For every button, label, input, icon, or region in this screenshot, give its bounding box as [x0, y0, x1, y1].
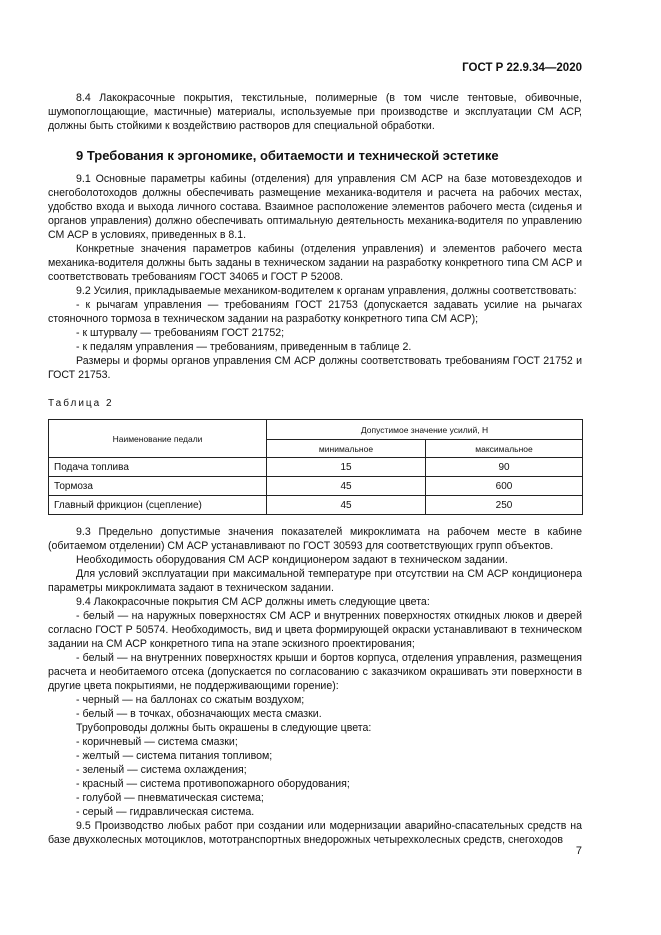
column-header-max: максимальное: [426, 440, 583, 458]
paragraph: Необходимость оборудования СМ АСР кондиционером задают в техническом задании.: [76, 554, 508, 566]
paragraph: 9.5 Производство любых работ при создании или модернизации аварийно-спасательных средств на базе двухколесных мотоциклов, мототранспортных внедорожных четырехколесных средств, снегоходов: [48, 820, 582, 846]
cell-max: 90: [426, 458, 583, 477]
cell-name: Тормоза: [49, 477, 267, 496]
cell-name: Подача топлива: [49, 458, 267, 477]
paragraph: 8.4 Лакокрасочные покрытия, текстильные, полимерные (в том числе тентовые, обивочные, шумопоглощающие, мастичные) материалы, используемые при производстве и эксплуатации СМ АСР, должны быть стойкими к воздействию растворов для специальной обработки.: [48, 92, 582, 132]
list-item: - к педалям управления — требованиям, приведенным в таблице 2.: [76, 341, 412, 353]
list-item: - голубой — пневматическая система;: [76, 792, 264, 804]
column-header-name: Наименование педали: [49, 420, 267, 458]
table-row: [49, 477, 583, 496]
paragraph: Конкретные значения параметров кабины (отделения управления) и элементов рабочего места механика-водителя должны быть заданы в техническом задании на разработку конкретного типа СМ АСР и соответствовать требованиям ГОСТ 34065 и ГОСТ Р 52008.: [48, 243, 582, 283]
list-item: - к рычагам управления — требованиям ГОСТ 21753 (допускается задавать усилие на рычагах стояночного тормоза в техническом задании на разработку конкретного типа СМ АСР);: [48, 299, 582, 325]
list-item: - серый — гидравлическая система.: [76, 806, 255, 818]
section-title: 9 Требования к эргономике, обитаемости и технической эстетике: [76, 148, 499, 163]
pedal-force-table: [48, 419, 583, 515]
column-group-header: Допустимое значение усилий, Н: [267, 420, 583, 440]
paragraph: Для условий эксплуатации при максимальной температуре при отсутствии на СМ АСР кондиционера параметры микроклимата задают в техническом задании.: [48, 568, 582, 594]
cell-min: 45: [267, 477, 426, 496]
list-item: - зеленый — система охлаждения;: [76, 764, 247, 776]
cell-min: 15: [267, 458, 426, 477]
paragraph: Трубопроводы должны быть окрашены в следующие цвета:: [76, 722, 372, 734]
list-item: - белый — на наружных поверхностях СМ АСР и внутренних поверхностях откидных люков и дверей согласно ГОСТ Р 50574. Необходимость, вид и цвета формирующей окраски устанавливают в техническом задании на СМ АСР конкретного типа на этапе эскизного проектирования;: [48, 610, 582, 650]
list-item: - коричневый — система смазки;: [76, 736, 238, 748]
cell-max: 250: [426, 496, 583, 515]
cell-min: 45: [267, 496, 426, 515]
list-item: - белый — в точках, обозначающих места смазки.: [76, 708, 322, 720]
page-number: 7: [575, 845, 582, 857]
list-item: - белый — на внутренних поверхностях крыши и бортов корпуса, отделения управления, размещения расчета и необитаемого отсека (допускается по согласованию с заказчиком окрашивать эти поверхности в другие цвета покрытиями, не поддерживающими горение):: [48, 652, 582, 692]
table-row: [49, 458, 583, 477]
document-code: ГОСТ Р 22.9.34—2020: [462, 62, 582, 74]
table-caption: Таблица 2: [48, 398, 114, 409]
list-item: - черный — на баллонах со сжатым воздухом;: [76, 694, 305, 706]
section-9-block-1: [48, 172, 582, 382]
column-header-min: минимальное: [267, 440, 426, 458]
paragraph: 9.4 Лакокрасочные покрытия СМ АСР должны иметь следующие цвета:: [76, 596, 430, 608]
section-9-block-2: [48, 525, 582, 847]
paragraph: Размеры и формы органов управления СМ АСР должны соответствовать требованиям ГОСТ 21752 и ГОСТ 21753.: [48, 355, 582, 381]
paragraph: 9.1 Основные параметры кабины (отделения) для управления СМ АСР на базе мотовездеходов и снегоболотоходов должны обеспечивать размещение механика-водителя и расчета на рабочих местах, удобство входа и выхода личного состава. Взаимное расположение элементов рабочего места (сиденья и органов управления) должно обеспечивать оптимальную деятельность механика-водителя по управлению СМ АСР в условиях, приведенных в 8.1.: [48, 173, 582, 241]
paragraph: 9.2 Усилия, прикладываемые механиком-водителем к органам управления, должны соответствовать:: [76, 285, 577, 297]
cell-max: 600: [426, 477, 583, 496]
list-item: - к штурвалу — требованиям ГОСТ 21752;: [76, 327, 285, 339]
cell-name: Главный фрикцион (сцепление): [49, 496, 267, 515]
list-item: - красный — система противопожарного оборудования;: [76, 778, 350, 790]
table-row: [49, 496, 583, 515]
paragraph-8-4: [48, 91, 582, 133]
paragraph: 9.3 Предельно допустимые значения показателей микроклимата на рабочем месте в кабине (обитаемом отделении) СМ АСР устанавливают по ГОСТ 30593 для соответствующих групп объектов.: [48, 526, 582, 552]
list-item: - желтый — система питания топливом;: [76, 750, 273, 762]
